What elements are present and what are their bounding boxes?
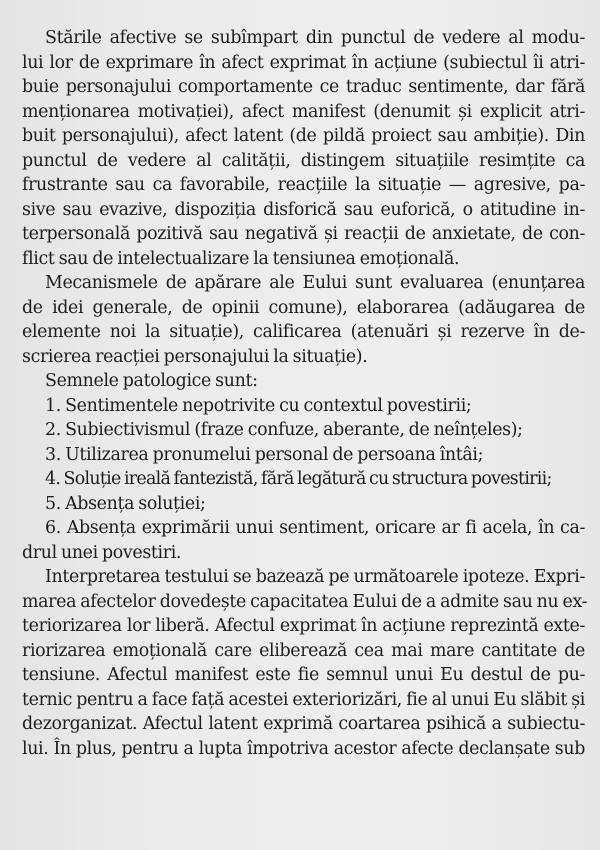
paragraph-interpretation-line: marea afectelor dovedește capacitatea Eului de a admite sau nu ex- [22,591,588,612]
list-item-number: 2. [45,420,61,440]
paragraph-affective-states-line: sive sau evazive, dispoziția disforică sau euforică, o atitudine in- [22,199,585,220]
list-item-number: 5. [45,493,61,514]
paragraph-interpretation-line: ternic pentru a face față acestei exteriorizări, fie al unui Eu slăbit și [22,689,585,710]
list-item [45,467,585,491]
paragraph-affective-states-line: terpersonală pozitivă sau negativă și reacții de anxietate, de con- [22,224,585,244]
list-item-continuation: drul unei povestiri. [22,542,182,563]
paragraph-defense-mechanisms-line: de idei generale, de opinii comune), elaborarea (adăugarea de [22,297,585,318]
list-item-text: Subiectivismul (fraze confuze, aberante, de neînțeles); [65,420,523,440]
list-item-text: Absența soluției; [65,493,206,514]
list-item-number: 3. [45,444,61,465]
paragraph-affective-states-line: punctul de vedere al calității, distingem situațiile resimțite ca [22,150,585,171]
pathological-signs-heading: Semnele patologice sunt: [45,371,258,391]
paragraph-affective-states-line: buit personajului), afect latent (de pildă proiect sau ambiție). Din [22,126,585,146]
paragraph-interpretation-line: dezorganizat. Afectul latent exprimă coartarea psihică a subiectu- [22,714,585,734]
paragraph-affective-states-line: flict sau de intelectualizare la tensiunea emoțională. [22,248,460,269]
paragraph-defense-mechanisms-line: Mecanismele de apărare ale Eului sunt evaluarea (enunțarea [45,273,585,293]
paragraph-defense-mechanisms-line: elemente noi la situație), calificarea (atenuări și rezerve în de- [22,322,585,342]
list-item [45,418,585,442]
list-item-text: Sentimentele nepotrivite cu contextul povestirii; [65,395,472,416]
list-item-number: 4. [45,469,61,489]
paragraph-interpretation-line: riorizarea emoțională care eliberează cea mai mare cantitate de [22,640,585,661]
paragraph-interpretation-line: tensiune. Afectul manifest este fie semnul unui Eu destul de pu- [22,665,585,685]
list-item-number: 6. [45,518,61,538]
list-item-text: Utilizarea pronumelui personal de persoana întâi; [65,444,484,465]
paragraph-affective-states-line: frustrante sau ca favorabile, reacțiile la situație — agresive, pa- [22,175,585,195]
paragraph-interpretation-line: Interpretarea testului se bazează pe următoarele ipoteze. Expri- [45,567,585,587]
paragraph-affective-states-line: Stările afective se subîmpart din punctul de vedere al modu- [45,28,585,48]
list-item [45,394,585,418]
paragraph-interpretation-line: lui. În plus, pentru a lupta împotriva acestor afecte declanșate sub [22,738,585,759]
list-item [45,443,585,467]
list-item-text: Soluție ireală fantezistă, fără legătură cu structura povestirii; [63,469,552,489]
list-item [45,516,585,540]
list-item-number: 1. [45,395,61,416]
paragraph-affective-states-line: lui lor de exprimare în afect exprimat în acțiune (subiectul îi atri- [22,52,585,73]
paragraph-affective-states-line: buie personajului comportamente ce traduc sentimente, dar fără [22,77,585,97]
paragraph-defense-mechanisms-line: scrierea reacției personajului la situație). [22,346,368,367]
list-item [45,492,585,516]
paragraph-interpretation-line: teriorizarea lor liberă. Afectul exprimat în acțiune reprezintă exte- [22,616,585,636]
paragraph-affective-states-line: menționarea motivației), afect manifest (denumit și explicit atri- [22,101,585,122]
list-item-text: Absența exprimării unui sentiment, oricare ar fi acela, în ca- [66,518,585,538]
